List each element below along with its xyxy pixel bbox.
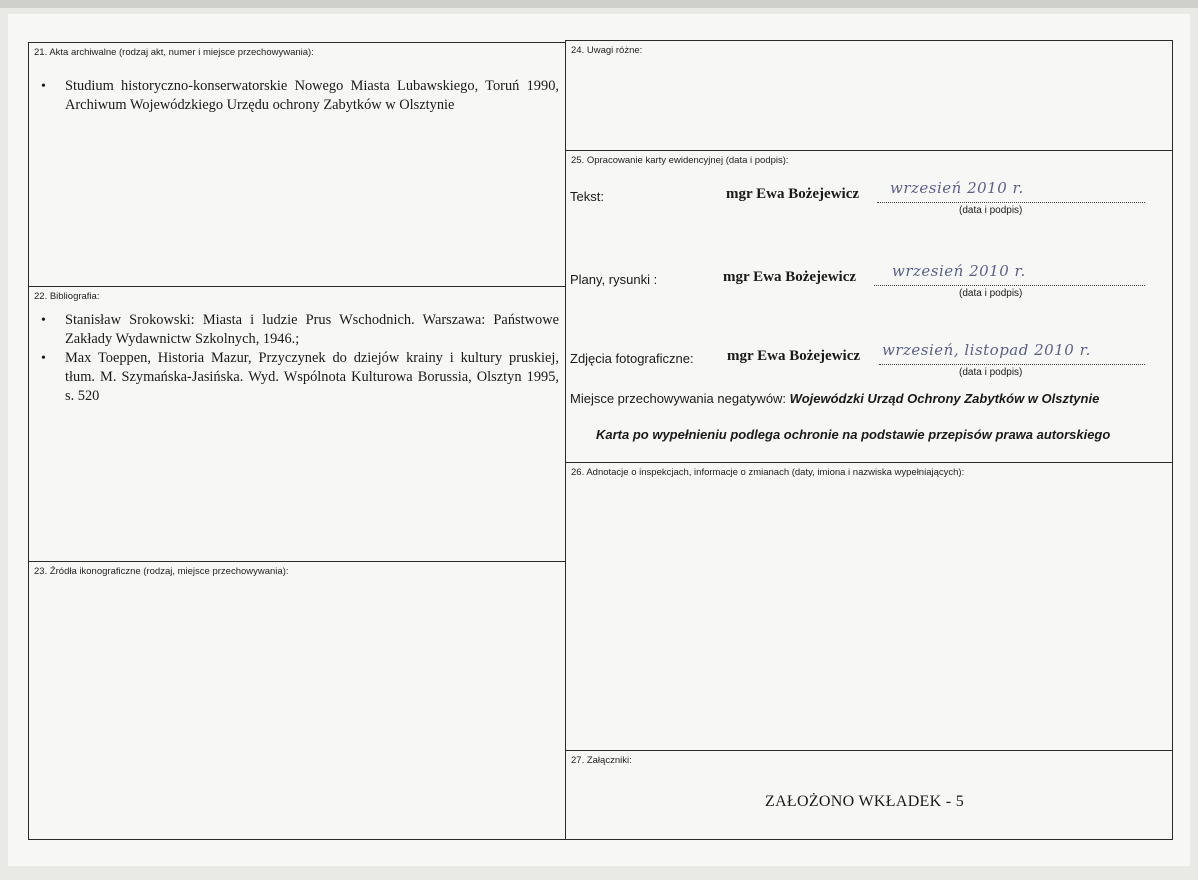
section-26-annotations	[565, 462, 1173, 751]
scan-top-edge	[0, 0, 1198, 8]
attachments-value: ZAŁOŻONO WKŁADEK - 5	[765, 793, 964, 810]
handwritten-signature: wrzesień 2010 r.	[890, 179, 1024, 197]
section-24-remarks	[565, 40, 1173, 151]
section-27-label: 27. Załączniki:	[571, 755, 632, 766]
author-name: mgr Ewa Bożejewicz	[723, 269, 857, 285]
date-signature-caption: (data i podpis)	[959, 288, 1023, 299]
section-21-archives	[28, 42, 566, 287]
section-23-label: 23. Źródła ikonograficzne (rodzaj, miejsce przechowywania):	[34, 566, 289, 577]
negatives-storage-value: Wojewódzki Urząd Ochrony Zabytków w Olsztynie	[789, 391, 1100, 406]
handwritten-signature: wrzesień 2010 r.	[892, 262, 1026, 280]
section-21-label: 21. Akta archiwalne (rodzaj akt, numer i miejsce przechowywania):	[34, 47, 314, 58]
section-22-label: 22. Bibliografia:	[34, 291, 100, 302]
section-22-bibliography	[28, 286, 566, 562]
preparation-row-photos	[570, 341, 1162, 381]
row-label: Plany, rysunki :	[570, 272, 658, 287]
section-23-iconographic-sources	[28, 561, 566, 840]
copyright-notice: Karta po wypełnieniu podlega ochronie na podstawie przepisów prawa autorskiego	[596, 427, 1111, 442]
archives-list	[39, 77, 559, 115]
section-27-attachments	[565, 750, 1173, 840]
date-signature-caption: (data i podpis)	[959, 367, 1023, 378]
author-name: mgr Ewa Bożejewicz	[726, 186, 860, 202]
date-signature-caption: (data i podpis)	[959, 205, 1023, 216]
handwritten-signature: wrzesień, listopad 2010 r.	[882, 341, 1091, 359]
bibliography-item: • Max Toeppen, Historia Mazur, Przyczynek do dziejów krainy i kultury pruskiej, tłum. M. Szymańska-Jasińska. Wyd. Wspólnota Kulturowa Borussia, Olsztyn 1995, s. 520	[39, 349, 559, 406]
bibliography-list	[39, 311, 559, 406]
section-25-card-preparation	[565, 150, 1173, 463]
archives-item: • Studium historyczno-konserwatorskie Nowego Miasta Lubawskiego, Toruń 1990, Archiwum Wojewódzkiego Urzędu ochrony Zabytków w Olsztynie	[39, 77, 559, 115]
author-name: mgr Ewa Bożejewicz	[727, 348, 861, 364]
negatives-storage-label: Miejsce przechowywania negatywów:	[570, 391, 787, 406]
row-label: Zdjęcia fotograficzne:	[570, 351, 694, 366]
preparation-row-plans	[570, 262, 1162, 302]
section-24-label: 24. Uwagi różne:	[571, 45, 643, 56]
section-26-label: 26. Adnotacje o inspekcjach, informacje o zmianach (daty, imiona i nazwiska wypełniających):	[571, 467, 965, 478]
section-25-label: 25. Opracowanie karty ewidencyjnej (data i podpis):	[571, 155, 789, 166]
preparation-row-text	[570, 179, 1162, 219]
bibliography-item: • Stanisław Srokowski: Miasta i ludzie Prus Wschodnich. Warszawa: Państwowe Zakłady Wydawnictw Szkolnych, 1946.;	[39, 311, 559, 349]
negatives-storage	[570, 391, 1099, 406]
row-label: Tekst:	[570, 189, 604, 204]
form-page	[8, 14, 1190, 866]
